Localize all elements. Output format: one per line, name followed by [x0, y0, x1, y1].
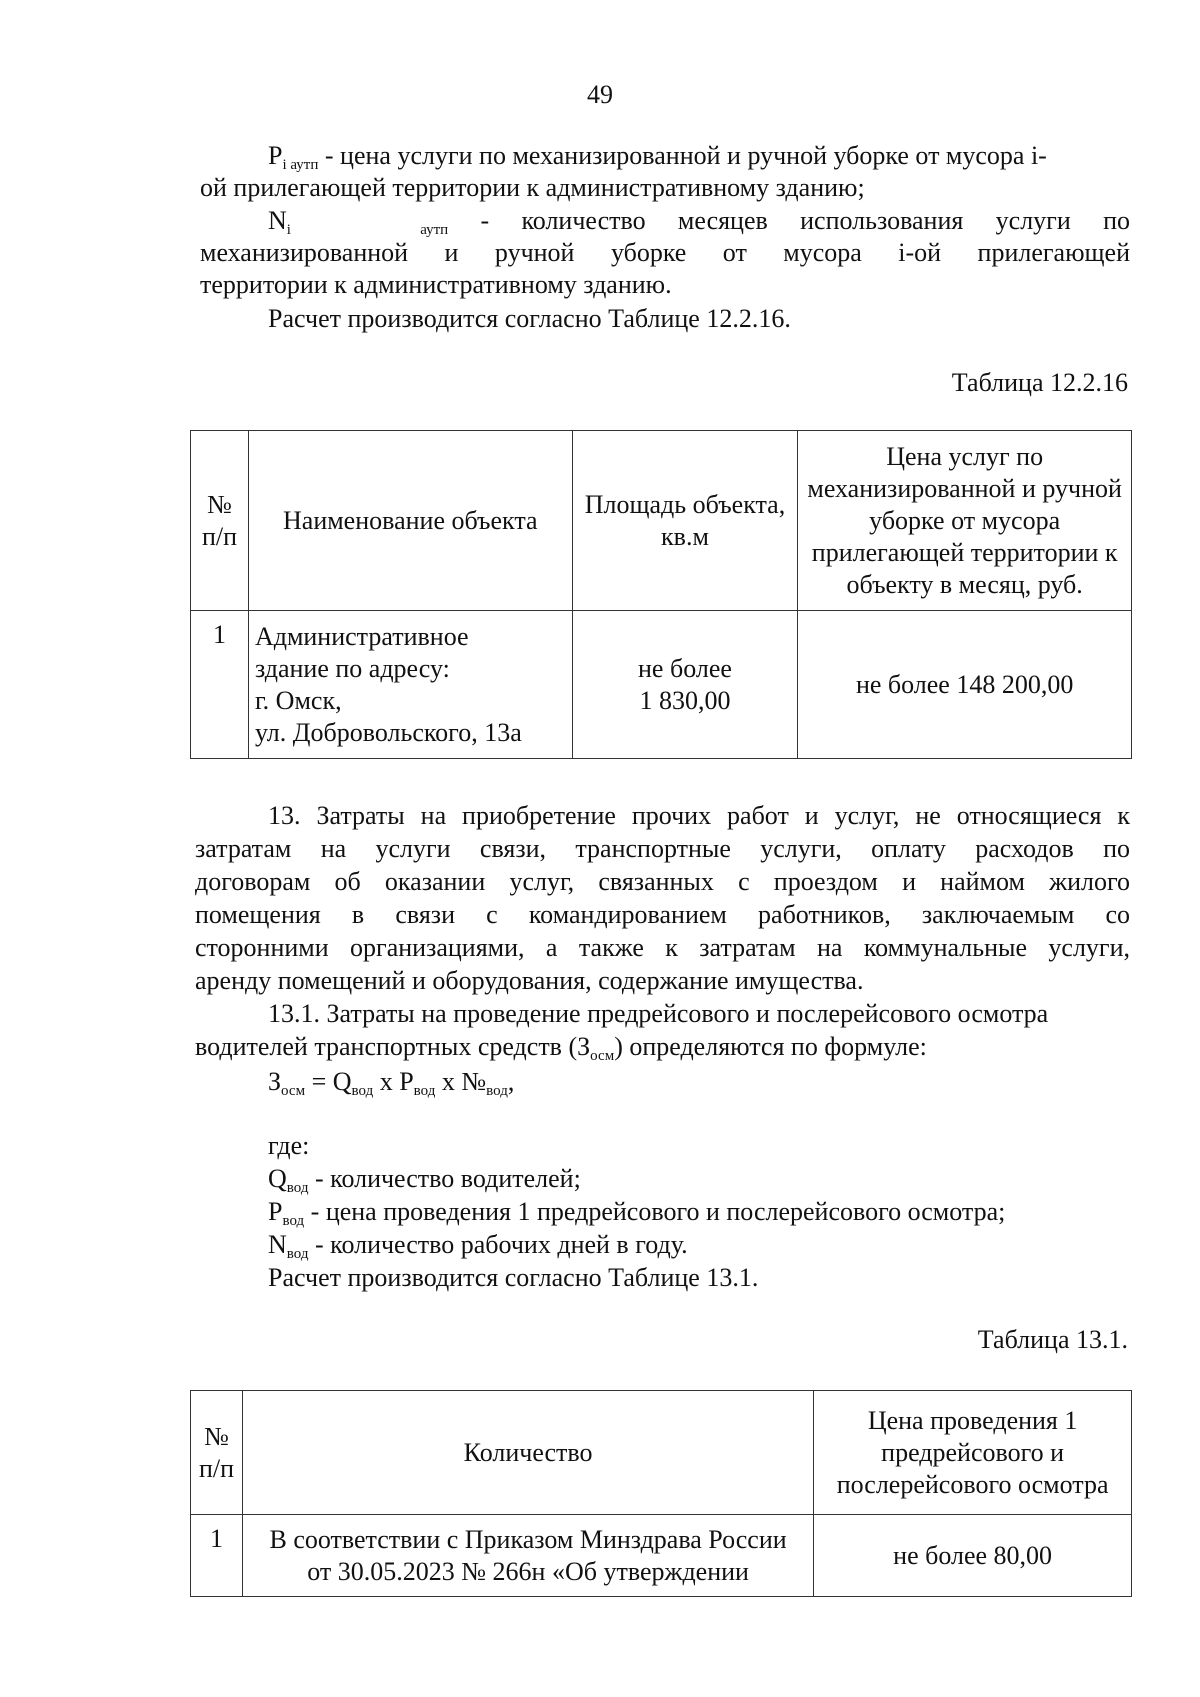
table-13-1-caption: Таблица 13.1.	[977, 1325, 1128, 1354]
section13-line-2: затратам на услуги связи, транспортные услуги, оплату расходов по	[195, 834, 1130, 863]
header-price: Цена услуг по механизированной и ручной уборке от мусора прилегающей территории к объекту в месяц, руб.	[798, 431, 1132, 611]
cell-price: не более 80,00	[814, 1515, 1132, 1597]
p-definition-line-1: $P_{i аутп}$ - цена услуги по механизированной и ручной уборке от мусора i-	[268, 141, 1047, 173]
section131-line-1: 13.1. Затраты на проведение предрейсового и послерейсового осмотра	[268, 999, 1049, 1028]
section13-line-5: сторонними организациями, а также к затратам на коммунальные услуги,	[195, 933, 1130, 962]
header-area: Площадь объекта, кв.м	[572, 431, 798, 611]
n-definition-line-2: механизированной и ручной уборке от мусора i-ой прилегающей	[200, 238, 1130, 267]
cell-name: Административное здание по адресу: г. Омск, ул. Добровольского, 13а	[248, 611, 572, 759]
table-header-row	[191, 1391, 1132, 1515]
def-q: $Q_{вод}$ - количество водителей;	[268, 1164, 581, 1196]
n-definition-line-3: территории к административному зданию.	[200, 270, 672, 299]
section13-line-6: аренду помещений и оборудования, содержание имущества.	[195, 966, 864, 995]
header-price: Цена проведения 1 предрейсового и послерейсового осмотра	[814, 1391, 1132, 1515]
page-number: 49	[587, 80, 613, 109]
header-name: Наименование объекта	[248, 431, 572, 611]
def-n: $N_{вод}$ - количество рабочих дней в году.	[268, 1230, 688, 1262]
table-header-row	[191, 431, 1132, 611]
section13-line-4: помещения в связи с командированием работников, заключаемым со	[195, 900, 1130, 929]
header-num: № п/п	[191, 431, 249, 611]
n-definition-line-1: $N_i$ $_{аутп}$ - количество месяцев использования услуги по	[268, 206, 1130, 238]
cell-num: 1	[191, 611, 249, 759]
table-13-1	[190, 1390, 1132, 1597]
section13-line-1: 13. Затраты на приобретение прочих работ и услуг, не относящиеся к	[268, 801, 1130, 830]
where-label: где:	[268, 1131, 310, 1160]
def-p: $P_{вод}$ - цена проведения 1 предрейсового и послерейсового осмотра;	[268, 1197, 1006, 1229]
cell-qty: В соответствии с Приказом Минздрава России от 30.05.2023 № 266н «Об утверждении	[242, 1515, 813, 1597]
calc-reference-13: Расчет производится согласно Таблице 13.1.	[268, 1263, 759, 1292]
table-row	[191, 1515, 1132, 1597]
table-12-2-16-caption: Таблица 12.2.16	[951, 368, 1128, 397]
formula: $З_{осм} = Q_{вод}$ x $P_{вод}$ x $№_{вод}$,	[268, 1067, 515, 1099]
section13-line-3: договорам об оказании услуг, связанных с проездом и наймом жилого	[195, 867, 1130, 896]
section131-line-2: водителей транспортных средств $(З_{осм})$ определяются по формуле:	[195, 1032, 927, 1064]
calc-reference-12: Расчет производится согласно Таблице 12.2.16.	[268, 304, 791, 333]
p-definition-line-2: ой прилегающей территории к административному зданию;	[200, 173, 865, 202]
table-12-2-16	[190, 430, 1132, 759]
header-num: № п/п	[191, 1391, 243, 1515]
cell-price: не более 148 200,00	[798, 611, 1132, 759]
cell-area: не более 1 830,00	[572, 611, 798, 759]
table-row	[191, 611, 1132, 759]
header-qty: Количество	[242, 1391, 813, 1515]
cell-num: 1	[191, 1515, 243, 1597]
